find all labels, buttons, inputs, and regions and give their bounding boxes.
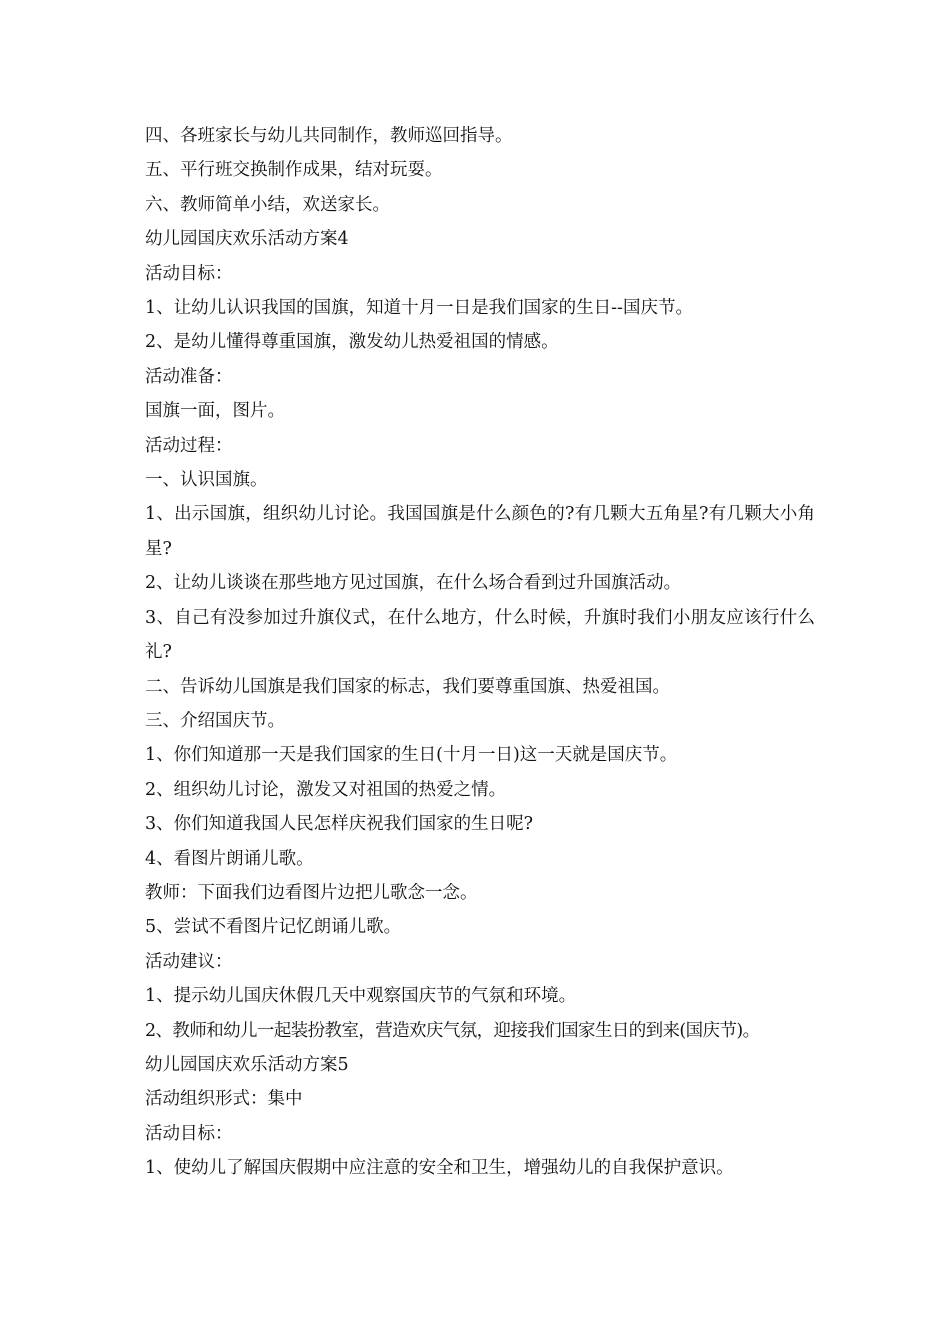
paragraph: 4、看图片朗诵儿歌。 [145, 848, 314, 869]
subheading: 活动过程： [145, 435, 233, 456]
paragraph: 2、教师和幼儿一起装扮教室，营造欢庆气氛，迎接我们国家生日的到来(国庆节)。 [145, 1020, 760, 1041]
section-heading: 幼儿园国庆欢乐活动方案5 [145, 1054, 349, 1075]
document-body [145, 119, 815, 1186]
paragraph: 5、尝试不看图片记忆朗诵儿歌。 [145, 917, 402, 938]
subheading: 活动目标： [145, 1123, 233, 1144]
subheading: 活动准备： [145, 366, 233, 387]
paragraph: 国旗一面，图片。 [145, 401, 285, 422]
paragraph: 1、出示国旗，组织幼儿讨论。我国国旗是什么颜色的?有几颗大五角星?有几颗大小角星? [145, 504, 815, 559]
paragraph: 教师：下面我们边看图片边把儿歌念一念。 [145, 882, 478, 903]
paragraph: 3、自己有没参加过升旗仪式，在什么地方，什么时候，升旗时我们小朋友应该行什么礼? [145, 607, 815, 663]
paragraph: 四、各班家长与幼儿共同制作，教师巡回指导。 [145, 126, 513, 146]
paragraph: 六、教师简单小结，欢送家长。 [145, 194, 390, 215]
paragraph: 2、组织幼儿讨论，激发又对祖国的热爱之情。 [145, 779, 507, 800]
section-heading: 幼儿园国庆欢乐活动方案4 [145, 229, 349, 250]
subheading: 活动组织形式：集中 [145, 1089, 303, 1110]
paragraph: 2、是幼儿懂得尊重国旗，激发幼儿热爱祖国的情感。 [145, 332, 559, 353]
paragraph: 1、提示幼儿国庆休假几天中观察国庆节的气氛和环境。 [145, 986, 577, 1007]
paragraph: 三、介绍国庆节。 [145, 710, 285, 731]
subheading: 活动目标： [145, 263, 233, 284]
paragraph: 1、让幼儿认识我国的国旗，知道十月一日是我们国家的生日--国庆节。 [145, 298, 693, 319]
paragraph: 2、让幼儿谈谈在那些地方见过国旗，在什么场合看到过升国旗活动。 [145, 573, 682, 594]
paragraph: 1、你们知道那一天是我们国家的生日(十月一日)这一天就是国庆节。 [145, 745, 678, 766]
paragraph: 五、平行班交换制作成果，结对玩耍。 [145, 160, 443, 181]
paragraph: 3、你们知道我国人民怎样庆祝我们国家的生日呢? [145, 814, 534, 835]
paragraph: 1、使幼儿了解国庆假期中应注意的安全和卫生，增强幼儿的自我保护意识。 [145, 1158, 734, 1179]
paragraph: 一、认识国旗。 [145, 470, 268, 491]
subheading: 活动建议： [145, 951, 233, 972]
paragraph: 二、告诉幼儿国旗是我们国家的标志，我们要尊重国旗、热爱祖国。 [145, 676, 670, 697]
